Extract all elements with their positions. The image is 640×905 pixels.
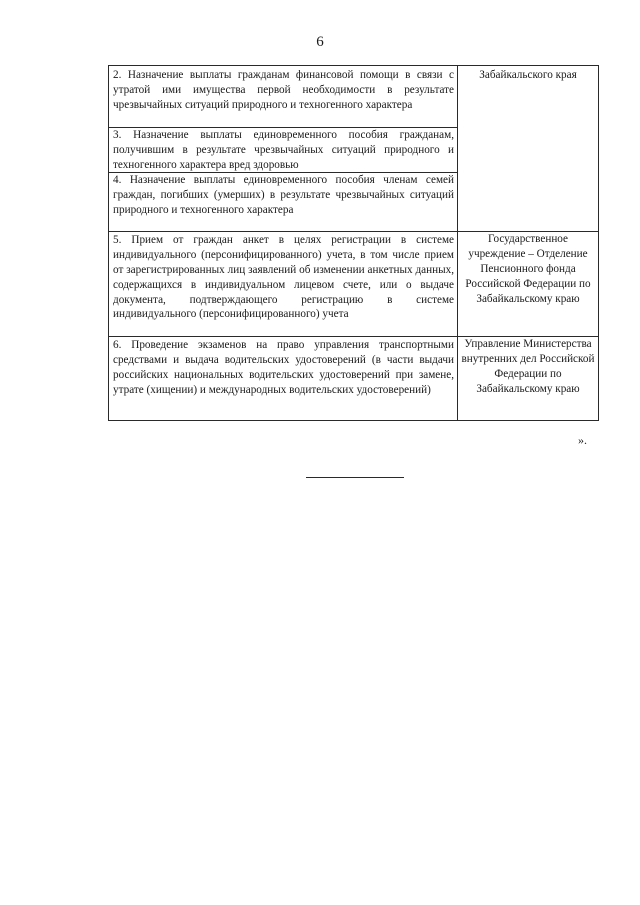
service-cell: 6. Проведение экзаменов на право управления транспортными средствами и выдача водительских удостоверений (в части выдачи российских национальных водительских удостоверений при замене, утрате (хищении) и международных водительских удостоверений): [109, 337, 458, 421]
table-row: [109, 232, 599, 337]
service-cell: 3. Назначение выплаты единовременного пособия гражданам, получившим в результате чрезвычайных ситуаций природного и техногенного характера вред здоровью: [109, 128, 458, 173]
services-table: [108, 65, 599, 421]
service-cell: 4. Назначение выплаты единовременного пособия членам семей граждан, погибших (умерших) в результате чрезвычайных ситуаций природного и техногенного характера: [109, 173, 458, 232]
service-cell: 2. Назначение выплаты гражданам финансовой помощи в связи с утратой ими имущества первой необходимости в результате чрезвычайных ситуаций природного и техногенного характера: [109, 66, 458, 128]
authority-cell: Забайкальского края: [458, 66, 599, 232]
table-row: [109, 66, 599, 128]
service-cell: 5. Прием от граждан анкет в целях регистрации в системе индивидуального (персонифицированного) учета, в том числе прием от зарегистрированных лиц заявлений об изменении анкетных данных, содержащихся в индивидуальном лицевом счете, или о выдаче документа, подтверждающего регистрацию в системе индивидуального (персонифицированного) учета: [109, 232, 458, 337]
authority-cell: Управление Министерства внутренних дел Российской Федерации по Забайкальскому краю: [458, 337, 599, 421]
closing-quote: ».: [578, 433, 587, 447]
table-row: [109, 337, 599, 421]
page-number: 6: [316, 34, 324, 50]
end-divider-line: [306, 477, 404, 478]
authority-cell: Государственное учреждение – Отделение Пенсионного фонда Российской Федерации по Забайкальскому краю: [458, 232, 599, 337]
